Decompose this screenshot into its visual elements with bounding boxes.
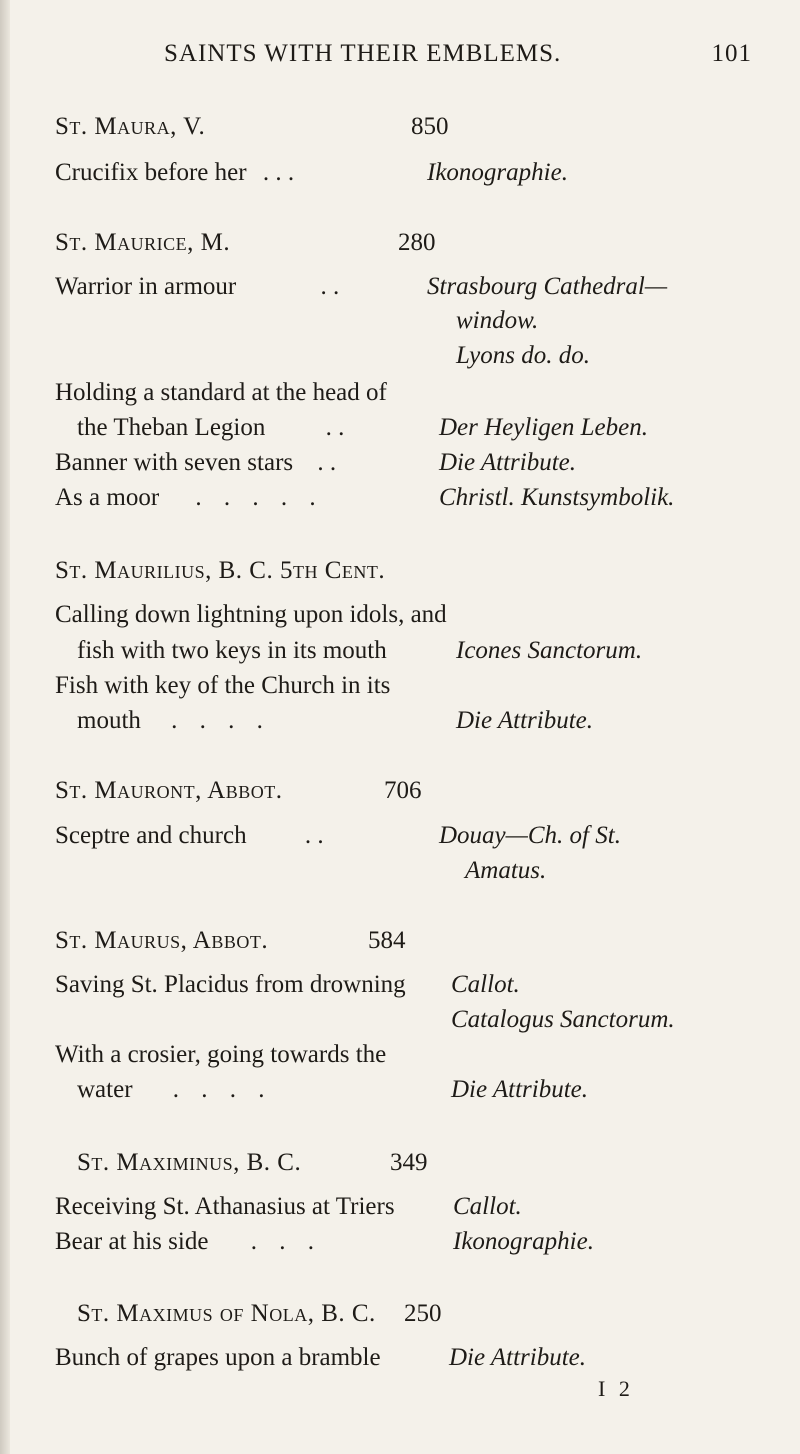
source-reference: Strasbourg Cathedral— <box>427 273 668 300</box>
source-reference: Christl. Kunstsymbolik. <box>439 484 675 511</box>
emblem-row <box>55 448 336 478</box>
saint-heading: St. Maurilius, B. C. 5th Cent. <box>55 557 386 584</box>
saint-heading: St. Maurice, M. <box>55 229 231 256</box>
emblem-text: water <box>77 1076 133 1103</box>
emblem-text: With a crosier, going towards the <box>55 1041 387 1068</box>
saint-date: 349 <box>390 1149 428 1176</box>
source-reference-continued: Lyons do. do. <box>456 342 590 369</box>
saint-date: 706 <box>384 777 422 804</box>
source-reference: Douay—Ch. of St. <box>439 822 621 849</box>
emblem-row <box>77 413 344 443</box>
source-reference-continued: window. <box>456 307 539 334</box>
saint-heading: St. Maurus, Abbot. <box>55 927 269 954</box>
leader-dots: . . . <box>250 1228 314 1255</box>
source-reference-continued: Amatus. <box>465 857 547 884</box>
emblem-text: Receiving St. Athanasius at Triers <box>55 1193 395 1220</box>
page-number: 101 <box>711 40 752 67</box>
source-reference: Callot. <box>451 971 520 998</box>
leader-dots: . . <box>320 273 340 300</box>
source-reference: Die Attribute. <box>451 1076 589 1103</box>
leader-dots: . . . . <box>172 1076 265 1103</box>
emblem-text: mouth <box>77 707 141 734</box>
page-binding-edge <box>0 0 10 1454</box>
source-reference: Die Attribute. <box>449 1344 587 1371</box>
saint-heading: St. Maximus of Nola, B. C. <box>77 1300 376 1327</box>
source-reference: Icones Sanctorum. <box>456 637 643 664</box>
saint-heading: St. Maura, V. <box>55 113 206 140</box>
saint-heading: St. Mauront, Abbot. <box>55 777 283 804</box>
emblem-text: the Theban Legion <box>77 414 266 441</box>
leader-dots: . . <box>317 449 337 476</box>
emblem-text: Crucifix before her <box>55 159 247 186</box>
emblem-row <box>55 483 316 513</box>
source-reference: Ikonographie. <box>427 159 568 186</box>
emblem-row <box>77 1075 265 1105</box>
saint-date: 250 <box>404 1300 442 1327</box>
emblem-row <box>55 272 339 302</box>
emblem-text: Warrior in armour <box>55 273 237 300</box>
source-reference: Ikonographie. <box>453 1228 594 1255</box>
signature-mark: I 2 <box>598 1376 634 1401</box>
emblem-text: As a moor <box>55 484 160 511</box>
emblem-text: Fish with key of the Church in its <box>55 672 391 699</box>
leader-dots: . . . . . <box>195 484 316 511</box>
source-reference: Die Attribute. <box>456 707 594 734</box>
saint-date: 584 <box>368 927 406 954</box>
saint-date: 850 <box>411 113 449 140</box>
emblem-row <box>77 706 263 736</box>
source-reference: Der Heyligen Leben. <box>439 414 648 441</box>
leader-dots: . . . . <box>171 707 263 734</box>
leader-dots: . . <box>325 414 345 441</box>
saint-date: 280 <box>398 229 436 256</box>
emblem-text: Sceptre and church <box>55 822 247 849</box>
emblem-text: Holding a standard at the head of <box>55 379 387 406</box>
emblem-row <box>55 1227 314 1257</box>
emblem-text: Calling down lightning upon idols, and <box>55 601 447 628</box>
saint-heading: St. Maximinus, B. C. <box>77 1149 302 1176</box>
source-reference: Die Attribute. <box>439 449 577 476</box>
source-reference: Callot. <box>453 1193 522 1220</box>
running-title: SAINTS WITH THEIR EMBLEMS. <box>164 40 562 67</box>
emblem-text: Banner with seven stars <box>55 449 294 476</box>
emblem-text: Saving St. Placidus from drowning <box>55 971 406 998</box>
emblem-text: Bunch of grapes upon a bramble <box>55 1344 381 1371</box>
leader-dots: . . <box>304 822 324 849</box>
emblem-text: Bear at his side <box>55 1228 209 1255</box>
emblem-row <box>55 158 294 188</box>
emblem-text: fish with two keys in its mouth <box>77 637 387 664</box>
leader-dots: . . . <box>262 159 295 186</box>
source-reference-continued: Catalogus Sanctorum. <box>451 1006 675 1033</box>
emblem-row <box>55 821 324 851</box>
